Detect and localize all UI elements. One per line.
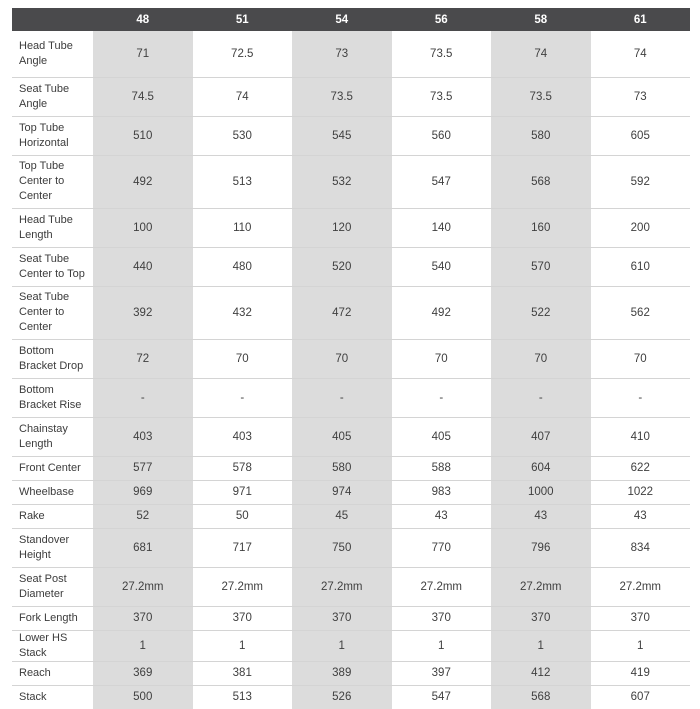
table-cell: 50 (193, 504, 293, 528)
column-header-size: 56 (392, 8, 492, 31)
table-row (12, 606, 690, 630)
table-cell: 71 (93, 31, 193, 77)
table-cell: 73.5 (392, 77, 492, 116)
table-cell: 403 (93, 417, 193, 456)
table-cell: 73 (591, 77, 691, 116)
table-cell: 1 (491, 630, 591, 661)
table-cell: 412 (491, 661, 591, 685)
table-cell: 622 (591, 456, 691, 480)
table-cell: 750 (292, 528, 392, 567)
table-cell: 480 (193, 247, 293, 286)
row-label: Seat Tube Center to Center (12, 286, 93, 339)
table-cell: 73 (292, 31, 392, 77)
table-cell: 410 (591, 417, 691, 456)
table-cell: 389 (292, 661, 392, 685)
table-row (12, 661, 690, 685)
table-cell: 370 (193, 606, 293, 630)
table-row (12, 247, 690, 286)
row-label: Standover Height (12, 528, 93, 567)
table-cell: - (193, 378, 293, 417)
row-label: Seat Post Diameter (12, 567, 93, 606)
table-row (12, 456, 690, 480)
table-cell: - (292, 378, 392, 417)
table-cell: 381 (193, 661, 293, 685)
table-row (12, 685, 690, 709)
table-cell: 74.5 (93, 77, 193, 116)
table-cell: 834 (591, 528, 691, 567)
row-label: Wheelbase (12, 480, 93, 504)
table-cell: 568 (491, 685, 591, 709)
table-row (12, 77, 690, 116)
table-cell: 70 (491, 339, 591, 378)
table-cell: 440 (93, 247, 193, 286)
table-cell: 1 (591, 630, 691, 661)
table-cell: - (93, 378, 193, 417)
table-cell: - (591, 378, 691, 417)
table-cell: 140 (392, 208, 492, 247)
table-cell: 74 (491, 31, 591, 77)
table-cell: 370 (392, 606, 492, 630)
row-label: Rake (12, 504, 93, 528)
table-cell: 160 (491, 208, 591, 247)
table-cell: 403 (193, 417, 293, 456)
table-cell: 110 (193, 208, 293, 247)
table-cell: 513 (232, 691, 252, 704)
table-cell: 27.2mm (292, 567, 392, 606)
geometry-table (12, 8, 690, 709)
table-cell: 73.5 (491, 77, 591, 116)
table-cell: 562 (591, 286, 691, 339)
table-cell: 580 (491, 116, 591, 155)
table-cell: 520 (292, 247, 392, 286)
table-cell: 369 (93, 661, 193, 685)
table-cell: 770 (392, 528, 492, 567)
table-cell: 200 (591, 208, 691, 247)
table-cell: 70 (591, 339, 691, 378)
header-row (12, 8, 690, 31)
table-cell: 72 (93, 339, 193, 378)
table-cell: 717 (193, 528, 293, 567)
table-row (12, 31, 690, 77)
table-cell: 405 (292, 417, 392, 456)
table-cell: 370 (491, 606, 591, 630)
table-row (12, 528, 690, 567)
table-cell: 1 (93, 630, 193, 661)
table-cell: 681 (93, 528, 193, 567)
table-cell: 27.2mm (193, 567, 293, 606)
table-cell: 604 (491, 456, 591, 480)
table-cell: 532 (292, 155, 392, 208)
table-body (12, 31, 690, 709)
geometry-table-container (12, 8, 690, 709)
table-cell: 370 (93, 606, 193, 630)
table-cell: 592 (591, 155, 691, 208)
table-cell: 547 (431, 691, 451, 704)
table-cell: 74 (591, 31, 691, 77)
table-cell: 370 (292, 606, 392, 630)
table-cell: 577 (93, 456, 193, 480)
header-corner (12, 8, 93, 31)
table-cell: 607 (630, 691, 650, 704)
row-label: Top Tube Horizontal (12, 116, 93, 155)
table-cell: 1 (392, 630, 492, 661)
table-cell: 570 (491, 247, 591, 286)
table-cell: 100 (93, 208, 193, 247)
column-header-size: 51 (193, 8, 293, 31)
table-cell: 72.5 (193, 31, 293, 77)
table-cell: 969 (93, 480, 193, 504)
table-cell: 370 (591, 606, 691, 630)
table-cell: 27.2mm (392, 567, 492, 606)
table-cell: 73.5 (392, 31, 492, 77)
table-cell: 45 (292, 504, 392, 528)
table-row (12, 286, 690, 339)
table-cell: 588 (392, 456, 492, 480)
table-row (12, 116, 690, 155)
table-cell: 513 (193, 155, 293, 208)
table-row (12, 504, 690, 528)
table-cell: 540 (392, 247, 492, 286)
table-row (12, 480, 690, 504)
table-cell: 580 (292, 456, 392, 480)
table-cell: 568 (491, 155, 591, 208)
row-label: Head Tube Length (12, 208, 93, 247)
table-cell: 610 (591, 247, 691, 286)
table-cell: - (392, 378, 492, 417)
table-cell: 52 (93, 504, 193, 528)
table-cell: 547 (392, 155, 492, 208)
table-row (12, 155, 690, 208)
row-label: Top Tube Center to Center (12, 155, 93, 208)
table-cell: 522 (491, 286, 591, 339)
table-cell: 530 (193, 116, 293, 155)
table-cell: 472 (292, 286, 392, 339)
row-label: Head Tube Angle (12, 31, 93, 77)
table-cell: 74 (193, 77, 293, 116)
table-cell: 70 (292, 339, 392, 378)
row-label: Seat Tube Angle (12, 77, 93, 116)
table-cell: 397 (392, 661, 492, 685)
table-cell: 1 (292, 630, 392, 661)
table-cell: 492 (93, 155, 193, 208)
table-cell: 419 (591, 661, 691, 685)
table-cell: 43 (392, 504, 492, 528)
table-row (12, 208, 690, 247)
table-cell: 492 (392, 286, 492, 339)
table-cell: 605 (591, 116, 691, 155)
table-cell: - (491, 378, 591, 417)
row-label: Stack (19, 690, 47, 703)
row-label: Fork Length (12, 606, 93, 630)
table-cell: 43 (491, 504, 591, 528)
table-cell: 560 (392, 116, 492, 155)
table-cell: 526 (292, 685, 392, 709)
table-cell: 405 (392, 417, 492, 456)
table-row (12, 417, 690, 456)
table-cell: 971 (193, 480, 293, 504)
table-cell: 70 (193, 339, 293, 378)
row-label: Bottom Bracket Drop (12, 339, 93, 378)
table-cell: 1022 (591, 480, 691, 504)
table-cell: 27.2mm (491, 567, 591, 606)
table-cell: 578 (193, 456, 293, 480)
table-cell: 27.2mm (591, 567, 691, 606)
column-header-size: 61 (591, 8, 691, 31)
row-label: Front Center (12, 456, 93, 480)
row-label: Chainstay Length (12, 417, 93, 456)
row-label: Reach (12, 661, 93, 685)
table-row (12, 378, 690, 417)
table-cell: 796 (491, 528, 591, 567)
table-cell: 983 (392, 480, 492, 504)
table-cell: 974 (292, 480, 392, 504)
column-header-size: 48 (93, 8, 193, 31)
row-label: Lower HS Stack (12, 630, 93, 661)
column-header-size: 58 (491, 8, 591, 31)
table-row (12, 567, 690, 606)
table-cell: 545 (292, 116, 392, 155)
row-label: Bottom Bracket Rise (12, 378, 93, 417)
table-cell: 120 (292, 208, 392, 247)
column-header-size: 54 (292, 8, 392, 31)
table-cell: 70 (392, 339, 492, 378)
table-cell: 1 (193, 630, 293, 661)
table-cell: 27.2mm (93, 567, 193, 606)
table-cell: 432 (193, 286, 293, 339)
table-row (12, 630, 690, 661)
table-cell: 43 (591, 504, 691, 528)
table-row (12, 339, 690, 378)
table-cell: 510 (93, 116, 193, 155)
table-cell: 407 (491, 417, 591, 456)
table-cell: 1000 (491, 480, 591, 504)
table-cell: 392 (93, 286, 193, 339)
table-cell: 500 (93, 685, 193, 709)
row-label: Seat Tube Center to Top (12, 247, 93, 286)
table-cell: 73.5 (292, 77, 392, 116)
